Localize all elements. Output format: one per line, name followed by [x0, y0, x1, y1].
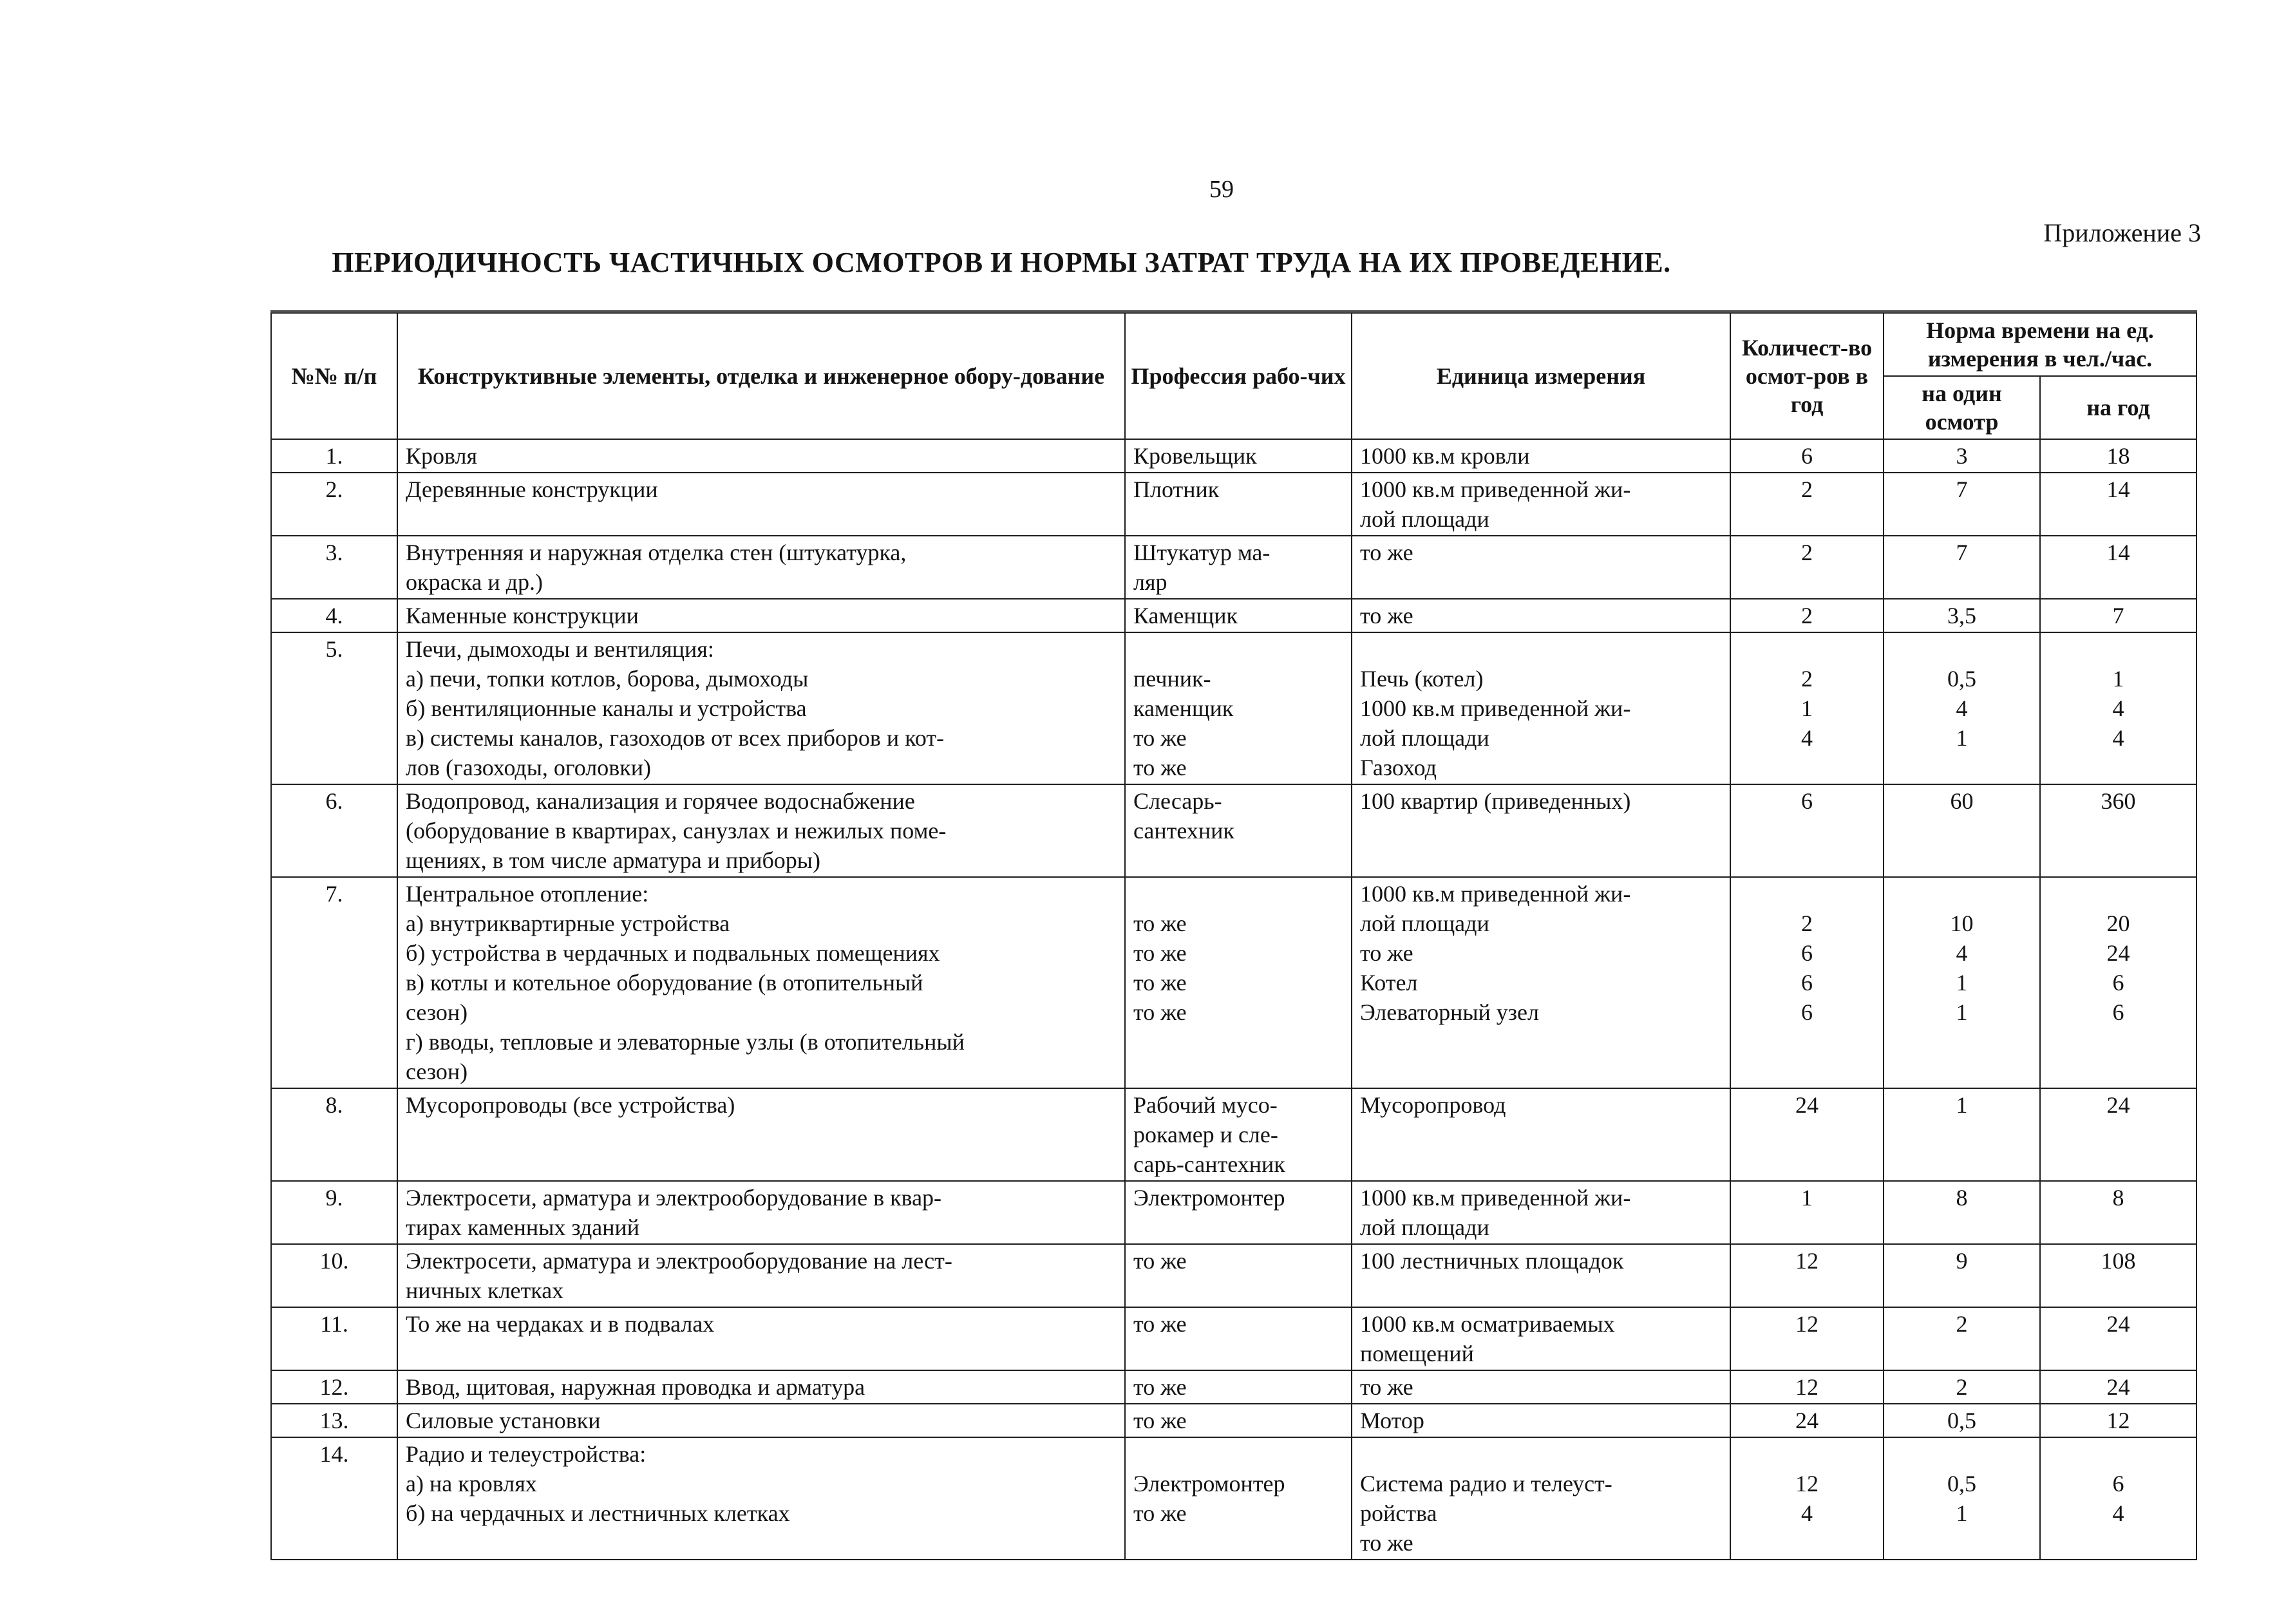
cell-line: лой площади: [1360, 725, 1489, 751]
cell-line: то же: [1133, 1500, 1187, 1526]
cell-line: [1892, 1439, 2032, 1469]
cell-line: 12: [2106, 1408, 2130, 1433]
table-row: [271, 1181, 2197, 1244]
cell-num: 9.: [271, 1181, 397, 1244]
cell-per-one: [1884, 877, 2040, 1088]
cell-element: [397, 1307, 1125, 1370]
cell-line: [1133, 879, 1343, 909]
cell-line: Водопровод, канализация и горячее водоснабжение: [406, 788, 915, 814]
cell-line: то же: [1360, 1530, 1413, 1556]
cell-num: 1.: [271, 439, 397, 473]
cell-profession: [1125, 1088, 1352, 1181]
cell-line: Мотор: [1360, 1408, 1424, 1433]
cell-line: [1133, 1439, 1343, 1469]
header-num: №№ п/п: [271, 312, 397, 440]
cell-line: 2: [1956, 1374, 1968, 1400]
cell-line: г) вводы, тепловые и элеваторные узлы (в отопительный: [406, 1029, 965, 1055]
cell-line: [1739, 879, 1875, 909]
cell-line: 1: [1956, 725, 1968, 751]
cell-element: [397, 1088, 1125, 1181]
table-row: [271, 1307, 2197, 1370]
cell-unit: [1352, 877, 1730, 1088]
table-row: [271, 1437, 2197, 1560]
cell-per-one: [1884, 1404, 2040, 1437]
cell-unit: [1352, 1244, 1730, 1307]
cell-count: [1730, 1437, 1884, 1560]
cell-line: 1: [1801, 1185, 1813, 1211]
cell-line: 60: [1950, 788, 1974, 814]
cell-line: 1000 кв.м кровли: [1360, 443, 1530, 469]
cell-profession: [1125, 473, 1352, 536]
cell-line: лой площади: [1360, 911, 1489, 936]
cell-num: 13.: [271, 1404, 397, 1437]
cell-line: а) на кровлях: [406, 1471, 537, 1497]
cell-num: 11.: [271, 1307, 397, 1370]
cell-count: [1730, 536, 1884, 599]
header-per-one: на один осмотр: [1884, 376, 2040, 439]
cell-line: [2048, 879, 2188, 909]
cell-line: ничных клетках: [406, 1278, 564, 1303]
cell-per-one: [1884, 1437, 2040, 1560]
cell-unit: [1352, 1370, 1730, 1404]
cell-per-one: [1884, 473, 2040, 536]
cell-line: 0,5: [1947, 666, 1976, 692]
cell-line: 1: [2112, 666, 2124, 692]
cell-line: а) внутриквартирные устройства: [406, 911, 730, 936]
cell-line: помещений: [1360, 1341, 1474, 1366]
cell-line: 24: [2106, 1092, 2130, 1118]
cell-line: то же: [1133, 1311, 1187, 1337]
cell-line: окраска и др.): [406, 569, 543, 595]
inspection-norms-table: [270, 310, 2196, 1560]
cell-count: [1730, 632, 1884, 784]
cell-line: 1: [1956, 1092, 1968, 1118]
cell-num: 4.: [271, 599, 397, 632]
cell-line: 14: [2106, 540, 2130, 565]
cell-line: то же: [1133, 1408, 1187, 1433]
page-number: 59: [1209, 176, 1234, 203]
cell-per-one: [1884, 784, 2040, 877]
cell-line: Газоход: [1360, 755, 1437, 780]
cell-line: 3: [1956, 443, 1968, 469]
cell-line: то же: [1133, 755, 1187, 780]
cell-unit: [1352, 1404, 1730, 1437]
cell-count: [1730, 599, 1884, 632]
cell-line: 6: [1801, 940, 1813, 966]
cell-line: 3,5: [1947, 603, 1976, 628]
cell-line: 6: [1801, 999, 1813, 1025]
cell-line: Штукатур ма-: [1133, 540, 1271, 565]
cell-line: 9: [1956, 1248, 1968, 1274]
cell-line: Электромонтер: [1133, 1185, 1285, 1211]
cell-line: 24: [2106, 940, 2130, 966]
cell-per-year: [2040, 473, 2197, 536]
cell-element: [397, 1404, 1125, 1437]
cell-count: [1730, 439, 1884, 473]
cell-line: 1000 кв.м осматриваемых: [1360, 1311, 1615, 1337]
cell-per-year: [2040, 1307, 2197, 1370]
cell-line: в) системы каналов, газоходов от всех приборов и кот-: [406, 725, 945, 751]
cell-profession: [1125, 1370, 1352, 1404]
cell-line: 6: [1801, 443, 1813, 469]
cell-line: 1: [1956, 970, 1968, 996]
cell-num: 5.: [271, 632, 397, 784]
cell-unit: [1352, 1307, 1730, 1370]
document-title: ПЕРИОДИЧНОСТЬ ЧАСТИЧНЫХ ОСМОТРОВ И НОРМЫ ЗАТРАТ ТРУДА НА ИХ ПРОВЕДЕНИЕ.: [332, 247, 1671, 278]
cell-line: сезон): [406, 999, 468, 1025]
cell-per-one: [1884, 1370, 2040, 1404]
cell-unit: [1352, 784, 1730, 877]
cell-element: [397, 1181, 1125, 1244]
cell-profession: [1125, 877, 1352, 1088]
cell-profession: [1125, 1404, 1352, 1437]
cell-per-year: [2040, 1370, 2197, 1404]
cell-line: 4: [1956, 940, 1968, 966]
cell-line: 24: [1795, 1092, 1819, 1118]
table-row: [271, 1088, 2197, 1181]
cell-per-year: [2040, 439, 2197, 473]
table-row: [271, 877, 2197, 1088]
cell-profession: [1125, 1307, 1352, 1370]
cell-per-year: [2040, 1437, 2197, 1560]
cell-line: [2048, 1439, 2188, 1469]
cell-line: 12: [1795, 1374, 1819, 1400]
cell-element: [397, 784, 1125, 877]
cell-line: 1: [1956, 1500, 1968, 1526]
cell-profession: [1125, 1244, 1352, 1307]
cell-element: [397, 1370, 1125, 1404]
cell-line: 0,5: [1947, 1408, 1976, 1433]
cell-line: то же: [1133, 999, 1187, 1025]
cell-line: ляр: [1133, 569, 1167, 595]
cell-line: 14: [2106, 477, 2130, 502]
cell-per-one: [1884, 536, 2040, 599]
cell-line: 2: [1956, 1311, 1968, 1337]
cell-per-one: [1884, 439, 2040, 473]
cell-line: то же: [1360, 940, 1413, 966]
cell-line: сантехник: [1133, 818, 1234, 844]
cell-line: Печи, дымоходы и вентиляция:: [406, 636, 714, 662]
cell-num: 14.: [271, 1437, 397, 1560]
cell-per-year: [2040, 1244, 2197, 1307]
cell-count: [1730, 1244, 1884, 1307]
cell-element: [397, 599, 1125, 632]
cell-num: 12.: [271, 1370, 397, 1404]
cell-num: 7.: [271, 877, 397, 1088]
cell-line: сезон): [406, 1059, 468, 1084]
cell-line: 24: [1795, 1408, 1819, 1433]
cell-line: Слесарь-: [1133, 788, 1222, 814]
cell-line: Электросети, арматура и электрооборудование на лест-: [406, 1248, 952, 1274]
cell-unit: [1352, 1181, 1730, 1244]
cell-unit: [1352, 536, 1730, 599]
cell-num: 3.: [271, 536, 397, 599]
cell-profession: [1125, 632, 1352, 784]
cell-line: (оборудование в квартирах, санузлах и нежилых поме-: [406, 818, 947, 844]
cell-unit: [1352, 1437, 1730, 1560]
cell-line: Мусоропроводы (все устройства): [406, 1092, 735, 1118]
cell-profession: [1125, 1181, 1352, 1244]
cell-unit: [1352, 473, 1730, 536]
cell-line: Ввод, щитовая, наружная проводка и арматура: [406, 1374, 865, 1400]
cell-per-one: [1884, 1181, 2040, 1244]
table-body: [271, 439, 2197, 1560]
table-row: [271, 439, 2197, 473]
cell-line: то же: [1133, 911, 1187, 936]
header-norm: Норма времени на ед. измерения в чел./час.: [1884, 312, 2197, 377]
cell-count: [1730, 473, 1884, 536]
cell-line: Рабочий мусо-: [1133, 1092, 1278, 1118]
cell-line: Кровельщик: [1133, 443, 1257, 469]
cell-line: 7: [2112, 603, 2124, 628]
cell-line: 8: [2112, 1185, 2124, 1211]
cell-element: [397, 877, 1125, 1088]
cell-line: щениях, в том числе арматура и приборы): [406, 847, 820, 873]
cell-line: Печь (котел): [1360, 666, 1484, 692]
cell-line: Система радио и телеуст-: [1360, 1471, 1612, 1497]
cell-line: Центральное отопление:: [406, 881, 649, 907]
cell-line: Каменные конструкции: [406, 603, 639, 628]
appendix-label: Приложение 3: [2043, 218, 2201, 247]
cell-line: б) вентиляционные каналы и устройства: [406, 695, 807, 721]
cell-profession: [1125, 536, 1352, 599]
cell-line: Элеваторный узел: [1360, 999, 1539, 1025]
cell-line: рокамер и сле-: [1133, 1122, 1278, 1147]
table-row: [271, 1404, 2197, 1437]
table-row: [271, 599, 2197, 632]
cell-line: Кровля: [406, 443, 478, 469]
cell-line: то же: [1133, 1374, 1187, 1400]
cell-line: 10: [1950, 911, 1974, 936]
cell-line: а) печи, топки котлов, борова, дымоходы: [406, 666, 809, 692]
cell-per-year: [2040, 1404, 2197, 1437]
cell-line: то же: [1360, 540, 1413, 565]
cell-per-year: [2040, 536, 2197, 599]
cell-line: Каменщик: [1133, 603, 1238, 628]
cell-line: 18: [2106, 443, 2130, 469]
cell-line: [1360, 634, 1722, 664]
cell-unit: [1352, 632, 1730, 784]
cell-count: [1730, 877, 1884, 1088]
cell-line: 4: [1956, 695, 1968, 721]
cell-line: 1000 кв.м приведенной жи-: [1360, 695, 1631, 721]
cell-line: То же на чердаках и в подвалах: [406, 1311, 715, 1337]
cell-line: 6: [2112, 1471, 2124, 1497]
table-row: [271, 632, 2197, 784]
cell-count: [1730, 1370, 1884, 1404]
cell-line: 20: [2106, 911, 2130, 936]
header-per-year: на год: [2040, 376, 2197, 439]
table-row: [271, 1244, 2197, 1307]
cell-line: Деревянные конструкции: [406, 477, 658, 502]
table-row: [271, 473, 2197, 536]
cell-per-year: [2040, 632, 2197, 784]
cell-line: 4: [2112, 695, 2124, 721]
cell-line: то же: [1360, 603, 1413, 628]
cell-count: [1730, 1404, 1884, 1437]
cell-line: 6: [2112, 970, 2124, 996]
cell-count: [1730, 784, 1884, 877]
table-row: [271, 784, 2197, 877]
cell-num: 10.: [271, 1244, 397, 1307]
cell-line: в) котлы и котельное оборудование (в отопительный: [406, 970, 923, 996]
cell-line: б) на чердачных и лестничных клетках: [406, 1500, 790, 1526]
cell-line: 12: [1795, 1311, 1819, 1337]
cell-element: [397, 1244, 1125, 1307]
cell-line: лой площади: [1360, 1214, 1489, 1240]
header-element: Конструктивные элементы, отделка и инженерное обору-дование: [397, 312, 1125, 440]
cell-line: [1133, 634, 1343, 664]
cell-line: 8: [1956, 1185, 1968, 1211]
cell-num: 6.: [271, 784, 397, 877]
cell-per-year: [2040, 784, 2197, 877]
cell-line: 1: [1801, 695, 1813, 721]
cell-unit: [1352, 599, 1730, 632]
cell-line: 4: [2112, 1500, 2124, 1526]
cell-line: печник-: [1133, 666, 1211, 692]
cell-line: 1000 кв.м приведенной жи-: [1360, 881, 1631, 907]
cell-line: сарь-сантехник: [1133, 1151, 1285, 1177]
cell-line: 2: [1801, 603, 1813, 628]
cell-line: то же: [1360, 1374, 1413, 1400]
cell-line: 108: [2101, 1248, 2136, 1274]
table-row: [271, 1370, 2197, 1404]
cell-line: Электромонтер: [1133, 1471, 1285, 1497]
cell-line: 2: [1801, 540, 1813, 565]
cell-element: [397, 439, 1125, 473]
cell-line: 24: [2106, 1374, 2130, 1400]
cell-unit: [1352, 439, 1730, 473]
cell-line: Силовые установки: [406, 1408, 601, 1433]
cell-line: 2: [1801, 666, 1813, 692]
cell-line: [1739, 1439, 1875, 1469]
cell-line: Внутренняя и наружная отделка стен (штукатурка,: [406, 540, 907, 565]
cell-line: [2048, 634, 2188, 664]
cell-count: [1730, 1307, 1884, 1370]
cell-line: то же: [1133, 725, 1187, 751]
cell-per-one: [1884, 1244, 2040, 1307]
cell-per-year: [2040, 599, 2197, 632]
cell-line: 24: [2106, 1311, 2130, 1337]
cell-line: 4: [1801, 725, 1813, 751]
cell-element: [397, 473, 1125, 536]
cell-line: 6: [1801, 970, 1813, 996]
cell-line: 1000 кв.м приведенной жи-: [1360, 477, 1631, 502]
cell-line: то же: [1133, 940, 1187, 966]
cell-per-year: [2040, 1181, 2197, 1244]
cell-line: лов (газоходы, оголовки): [406, 755, 652, 780]
header-count: Количест-во осмот-ров в год: [1730, 312, 1884, 440]
cell-line: Электросети, арматура и электрооборудование в квар-: [406, 1185, 942, 1211]
cell-element: [397, 1437, 1125, 1560]
cell-line: [1360, 1439, 1722, 1469]
cell-count: [1730, 1088, 1884, 1181]
cell-line: [1739, 634, 1875, 664]
cell-line: тирах каменных зданий: [406, 1214, 640, 1240]
cell-profession: [1125, 1437, 1352, 1560]
cell-line: 6: [1801, 788, 1813, 814]
cell-count: [1730, 1181, 1884, 1244]
cell-line: 100 квартир (приведенных): [1360, 788, 1631, 814]
cell-line: 4: [2112, 725, 2124, 751]
cell-line: Плотник: [1133, 477, 1220, 502]
cell-line: 1: [1956, 999, 1968, 1025]
cell-line: 7: [1956, 477, 1968, 502]
cell-line: 6: [2112, 999, 2124, 1025]
cell-line: 4: [1801, 1500, 1813, 1526]
cell-line: [1892, 634, 2032, 664]
cell-line: 1000 кв.м приведенной жи-: [1360, 1185, 1631, 1211]
table-row: [271, 536, 2197, 599]
cell-line: каменщик: [1133, 695, 1234, 721]
cell-per-one: [1884, 1088, 2040, 1181]
cell-line: 0,5: [1947, 1471, 1976, 1497]
cell-num: 2.: [271, 473, 397, 536]
cell-per-one: [1884, 599, 2040, 632]
cell-line: 2: [1801, 477, 1813, 502]
cell-line: 360: [2101, 788, 2136, 814]
cell-line: [1892, 879, 2032, 909]
cell-line: лой площади: [1360, 506, 1489, 532]
cell-line: Радио и телеустройства:: [406, 1441, 647, 1467]
cell-profession: [1125, 599, 1352, 632]
cell-element: [397, 536, 1125, 599]
cell-per-year: [2040, 1088, 2197, 1181]
cell-line: Котел: [1360, 970, 1418, 996]
cell-per-one: [1884, 632, 2040, 784]
cell-line: 12: [1795, 1471, 1819, 1497]
cell-line: 100 лестничных площадок: [1360, 1248, 1624, 1274]
cell-line: 2: [1801, 911, 1813, 936]
cell-profession: [1125, 784, 1352, 877]
cell-per-one: [1884, 1307, 2040, 1370]
cell-profession: [1125, 439, 1352, 473]
cell-line: ройства: [1360, 1500, 1437, 1526]
header-unit: Единица измерения: [1352, 312, 1730, 440]
cell-num: 8.: [271, 1088, 397, 1181]
cell-line: то же: [1133, 970, 1187, 996]
cell-unit: [1352, 1088, 1730, 1181]
header-profession: Профессия рабо-чих: [1125, 312, 1352, 440]
cell-element: [397, 632, 1125, 784]
cell-line: Мусоропровод: [1360, 1092, 1506, 1118]
cell-line: 7: [1956, 540, 1968, 565]
cell-line: 12: [1795, 1248, 1819, 1274]
cell-line: б) устройства в чердачных и подвальных помещениях: [406, 940, 940, 966]
cell-per-year: [2040, 877, 2197, 1088]
cell-line: то же: [1133, 1248, 1187, 1274]
